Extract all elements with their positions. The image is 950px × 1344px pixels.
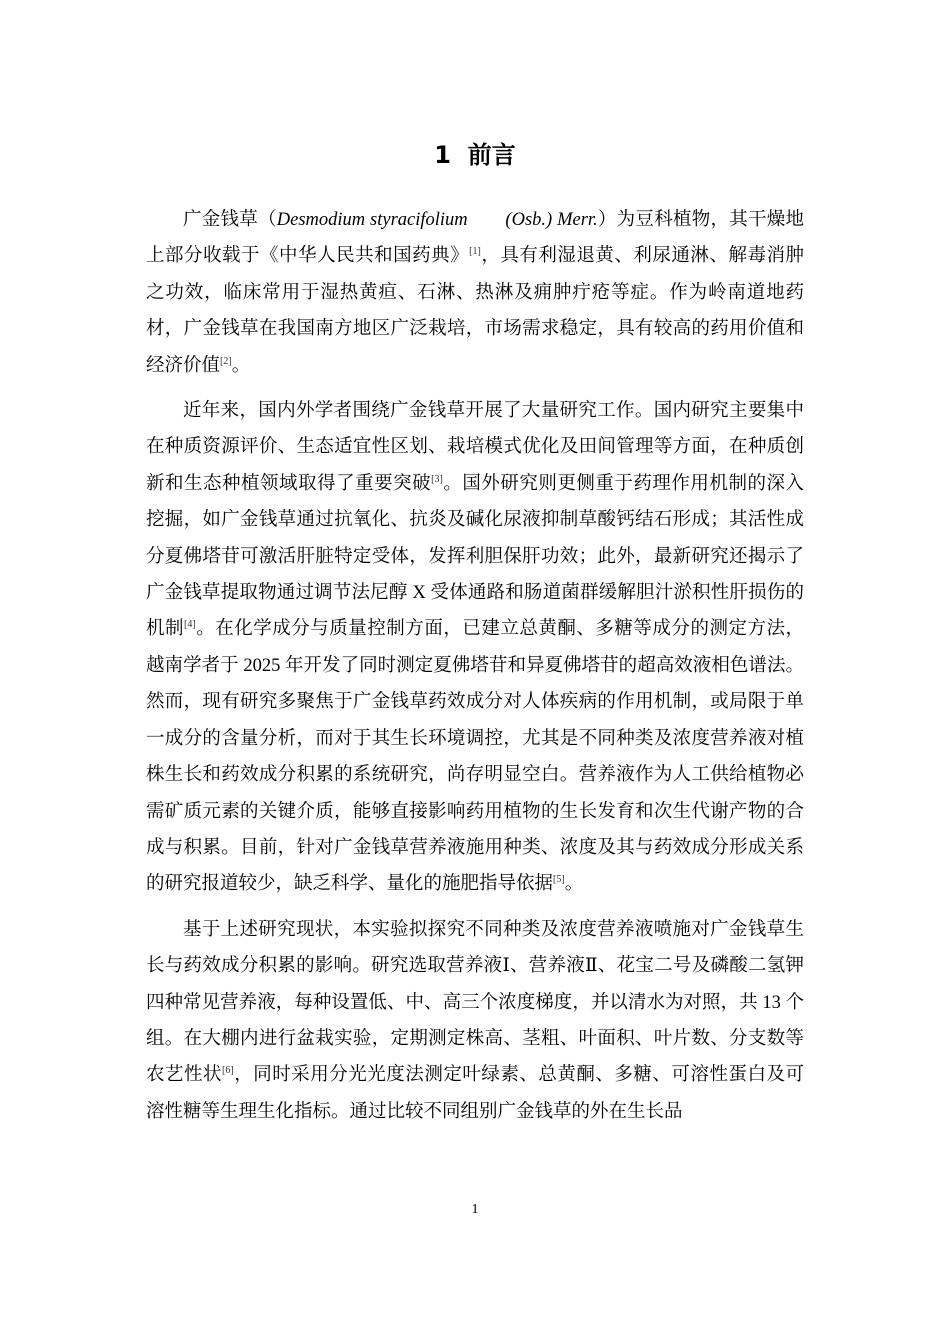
latin-species-name: Desmodium styracifolium (Osb.) Merr. bbox=[276, 210, 598, 230]
section-title: 前言 bbox=[467, 141, 516, 169]
paragraph-text: 。国外研究则更侧重于药理作用机制的深入挖掘，如广金钱草通过抗氧化、抗炎及碱化尿液抑制草酸钙结石形成；其活性成分夏佛塔苷可激活肝脏特定受体，发挥利胆保肝功效；此外，最新研究还揭示了广金钱草提取物通过调节法尼醇 X 受体通路和肠道菌群缓解胆汁淤积性肝损伤的机制 bbox=[146, 473, 804, 640]
paragraph-text: ，同时采用分光光度法测定叶绿素、总黄酮、多糖、可溶性蛋白及可溶性糖等生理生化指标。通过比较不同组别广金钱草的外在生长品 bbox=[146, 1065, 804, 1122]
paragraph-2 bbox=[146, 393, 804, 903]
paragraph-1 bbox=[146, 202, 804, 384]
paragraph-3 bbox=[146, 912, 804, 1130]
paragraph-text: 近年来，国内外学者围绕广金钱草开展了大量研究工作。国内研究主要集中在种质资源评价、生态适宜性区划、栽培模式优化及田间管理等方面，在种质创新和生态种植领域取得了重要突破 bbox=[146, 401, 804, 494]
citation-ref[interactable]: [3] bbox=[431, 473, 443, 485]
citation-ref[interactable]: [5] bbox=[553, 874, 565, 886]
paragraph-text: 基于上述研究现状，本实验拟探究不同种类及浓度营养液喷施对广金钱草生长与药效成分积累的影响。研究选取营养液Ⅰ、营养液Ⅱ、花宝二号及磷酸二氢钾四种常见营养液，每种设置低、中、高三个浓度梯度，并以清水为对照，共 13 个组。在大棚内进行盆栽实验，定期测定株高、茎粗、叶面积、叶片数、分支数等农艺性状 bbox=[146, 919, 804, 1086]
section-number: 1 bbox=[434, 141, 451, 169]
citation-ref[interactable]: [1] bbox=[469, 246, 481, 258]
section-heading bbox=[0, 138, 950, 172]
page-number: 1 bbox=[471, 1202, 479, 1217]
citation-ref[interactable]: [6] bbox=[222, 1065, 234, 1077]
citation-ref[interactable]: [4] bbox=[184, 619, 196, 631]
paragraph-text: 。 bbox=[231, 355, 251, 376]
paragraph-text: ）为豆科植物，其干燥地上部分收载于《中华人民共和国药典》 bbox=[146, 210, 804, 267]
body-text bbox=[146, 202, 804, 1139]
paragraph-text: 。 bbox=[564, 874, 584, 895]
paragraph-text: 。在化学成分与质量控制方面，已建立总黄酮、多糖等成分的测定方法，越南学者于 2025 年开发了同时测定夏佛塔苷和异夏佛塔苷的超高效液相色谱法。然而，现有研究多聚焦于广金钱草药效成分对人体疾病的作用机制，或局限于单一成分的含量分析，而对于其生长环境调控，尤其是不同种类及浓度营养液对植株生长和药效成分积累的系统研究，尚存明显空白。营养液作为人工供给植物必需矿质元素的关键介质，能够直接影响药用植物的生长发育和次生代谢产物的合成与积累。目前，针对广金钱草营养液施用种类、浓度及其与药效成分形成关系的研究报道较少，缺乏科学、量化的施肥指导依据 bbox=[146, 619, 804, 895]
paragraph-text: ，具有利湿退黄、利尿通淋、解毒消肿之功效，临床常用于湿热黄疸、石淋、热淋及痈肿疔疮等症。作为岭南道地药材，广金钱草在我国南方地区广泛栽培，市场需求稳定，具有较高的药用价值和经济价值 bbox=[146, 246, 804, 376]
paragraph-text: 广金钱草（ bbox=[183, 210, 277, 230]
citation-ref[interactable]: [2] bbox=[220, 355, 232, 367]
